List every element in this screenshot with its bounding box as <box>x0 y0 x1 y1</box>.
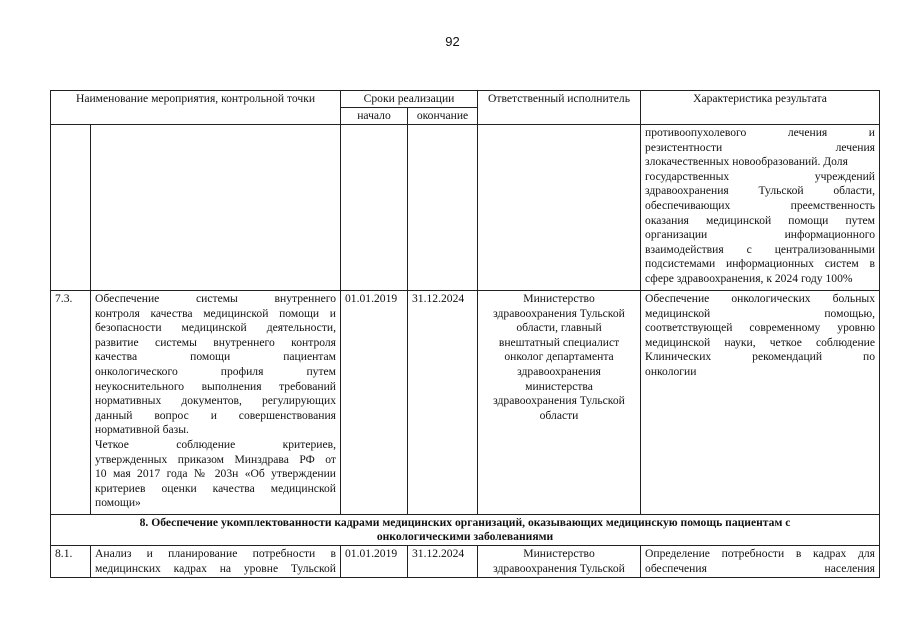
cont-end-cell <box>408 125 478 291</box>
header-end: окончание <box>408 108 478 125</box>
row-result-cell <box>641 291 880 515</box>
row-name-line: развитие системы внутреннего контроля <box>95 335 336 349</box>
plan-table <box>50 90 880 578</box>
row-name-line: нормативных документов, регулирующих <box>95 394 336 408</box>
row-name-line: 10 мая 2017 года № 203н «Об утверждении <box>95 467 336 481</box>
cont-start-cell <box>341 125 408 291</box>
row-name-line: качества помощи пациентам <box>95 350 336 364</box>
table-header-row <box>51 91 880 108</box>
cont-result-line: оказания медицинской помощи путем <box>645 213 876 227</box>
row-responsible-line: здравоохранения Тульской <box>493 394 625 408</box>
row-name-line: безопасности медицинской деятельности, <box>95 321 336 335</box>
cont-result-line: обеспечивающих преемственность <box>645 198 876 212</box>
row-result-line: Обеспечение онкологических больных <box>645 292 876 305</box>
row-end-date: 31.12.2024 <box>408 291 478 515</box>
row-responsible-line: онколог департамента <box>504 350 614 364</box>
row-result-line: обеспечения населения <box>645 561 876 575</box>
cont-result-line: государственных учреждений <box>645 169 876 183</box>
cont-result-line: сфере здравоохранения, к 2024 году 100% <box>645 271 853 285</box>
row-responsible-line: области, главный <box>516 321 602 335</box>
row-end-date: 31.12.2024 <box>408 546 478 578</box>
row-number: 8.1. <box>51 546 91 578</box>
cont-name-cell <box>91 125 341 291</box>
row-responsible-line: области <box>539 408 579 422</box>
cont-result-line: злокачественных новообразований. Доля <box>645 155 848 169</box>
continuation-row <box>51 125 880 291</box>
row-result-line: медицинской науки, четкое соблюдение <box>645 335 876 349</box>
section-title-line: онкологическими заболеваниями <box>376 530 554 543</box>
header-name: Наименование мероприятия, контрольной точки <box>51 91 341 125</box>
row-responsible-line: здравоохранения Тульской <box>493 561 625 575</box>
table-row-8-1 <box>51 546 880 578</box>
row-responsible-line: здравоохранения <box>517 364 601 378</box>
cont-number-cell <box>51 125 91 291</box>
cont-result-line: взаимодействия с централизованными <box>645 242 876 256</box>
row-name-line: утвержденных приказом Минздрава РФ от <box>95 452 336 466</box>
row-responsible-cell <box>478 546 641 578</box>
row-name-line: критериев оценки качества медицинской <box>95 481 336 495</box>
section-8-row <box>51 515 880 546</box>
row-name-cell <box>91 546 341 578</box>
row-result-line: медицинской помощью, <box>645 306 876 320</box>
row-name-line: данный вопрос и совершенствования <box>95 408 336 422</box>
row-name-cell <box>91 291 341 515</box>
row-name-line: нормативной базы. <box>95 423 189 437</box>
row-name-line: онкологического профиля путем <box>95 364 336 378</box>
row-name-line: неукоснительного выполнения требований <box>95 379 336 393</box>
cont-result-line: организации информационного <box>645 228 876 242</box>
cont-result-line: подсистемами информационных систем в <box>645 257 876 271</box>
cont-result-line: резистентности лечения <box>645 140 876 154</box>
row-responsible-line: Министерство <box>523 292 595 305</box>
row-name-line: Четкое соблюдение критериев, <box>95 437 336 451</box>
row-start-date: 01.01.2019 <box>341 546 408 578</box>
table-row-7-3 <box>51 291 880 515</box>
cont-result-line: противоопухолевого лечения и <box>645 126 876 139</box>
row-result-line: соответствующей современному уровню <box>645 321 876 335</box>
row-name-line: помощи» <box>95 496 141 510</box>
row-name-line: медицинских кадрах на уровне Тульской <box>95 561 336 575</box>
page-number: 92 <box>445 34 460 49</box>
header-start: начало <box>341 108 408 125</box>
header-result: Характеристика результата <box>641 91 880 125</box>
row-name-line: контроля качества медицинской помощи и <box>95 306 336 320</box>
row-name-line: Обеспечение системы внутреннего <box>95 292 336 305</box>
header-terms: Сроки реализации <box>341 91 478 108</box>
row-result-line: Определение потребности в кадрах для <box>645 547 876 560</box>
row-responsible-line: Министерство <box>523 547 595 560</box>
row-start-date: 01.01.2019 <box>341 291 408 515</box>
row-result-line: Клинических рекомендаций по <box>645 350 876 364</box>
cont-result-line: здравоохранения Тульской области, <box>645 184 876 198</box>
row-name-line: Анализ и планирование потребности в <box>95 547 336 560</box>
section-title-line: 8. Обеспечение укомплектованности кадрами медицинских организаций, оказывающих медицинскую помощь пациентам с <box>139 516 791 529</box>
row-number: 7.3. <box>51 291 91 515</box>
section-8-title <box>51 515 880 546</box>
row-result-cell <box>641 546 880 578</box>
row-responsible-line: министерства <box>525 379 593 393</box>
row-result-line: онкологии <box>645 364 697 378</box>
row-responsible-line: здравоохранения Тульской <box>493 306 625 320</box>
header-responsible: Ответственный исполнитель <box>478 91 641 125</box>
cont-result-cell <box>641 125 880 291</box>
cont-responsible-cell <box>478 125 641 291</box>
row-responsible-cell <box>478 291 641 515</box>
row-responsible-line: внештатный специалист <box>498 335 620 349</box>
